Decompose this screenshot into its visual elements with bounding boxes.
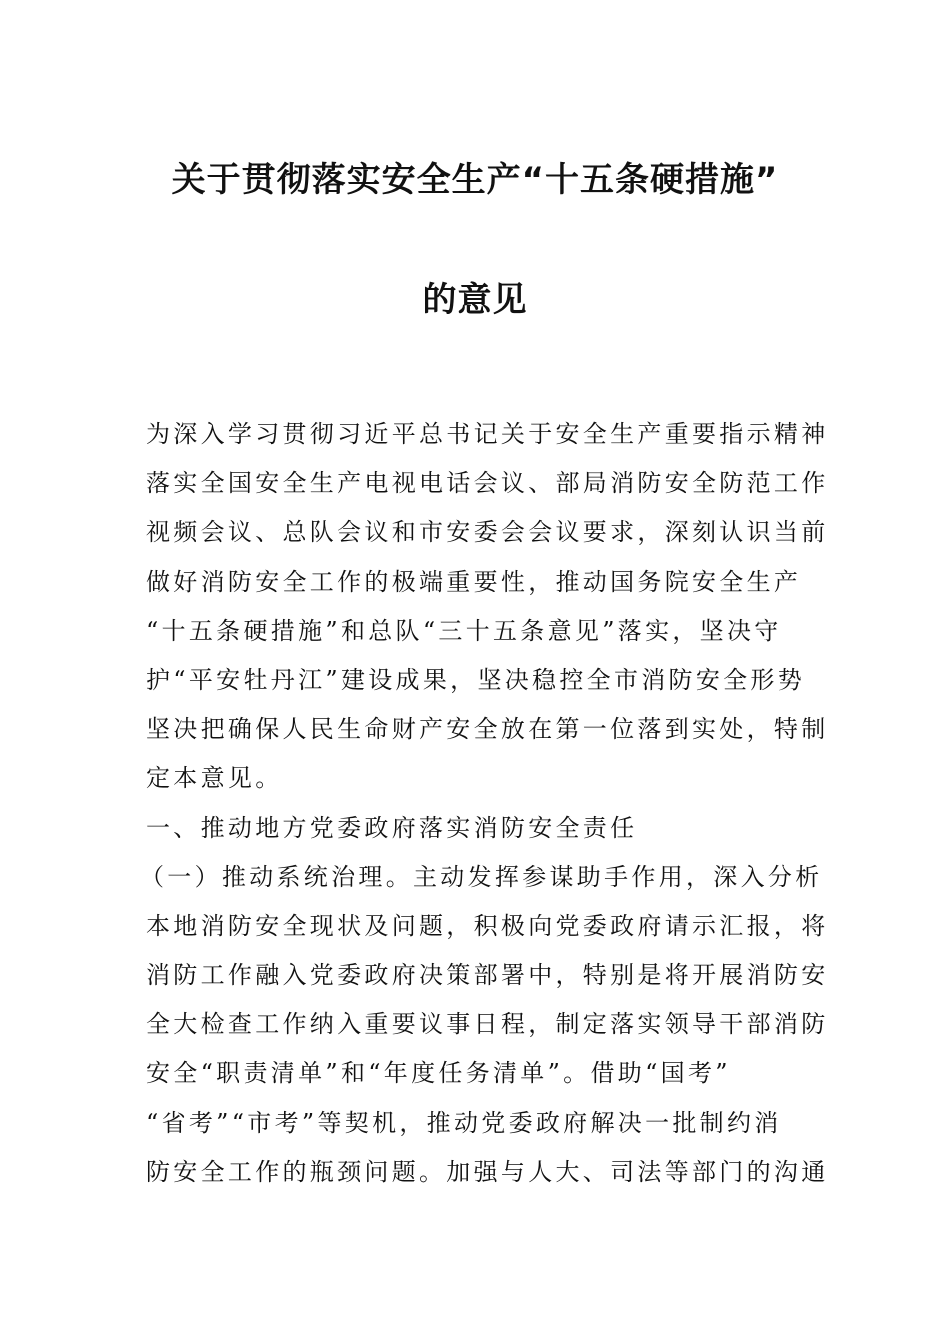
body-line: “十五条硬措施”和总队“三十五条意见”落实，坚决守	[146, 616, 782, 645]
section-heading: 一、推动地方党委政府落实消防安全责任	[146, 813, 638, 842]
body-line: 坚决把确保人民生命财产安全放在第一位落到实处，特制	[146, 715, 829, 744]
body-line: 消防工作融入党委政府决策部署中，特别是将开展消防安	[146, 961, 829, 990]
body-line: 安全“职责清单”和“年度任务清单”。借助“国考”	[146, 1059, 731, 1088]
body-line: 视频会议、总队会议和市安委会会议要求，深刻认识当前	[146, 518, 829, 547]
body-line: （一）推动系统治理。主动发挥参谋助手作用，深入分析	[140, 862, 823, 891]
document-body	[140, 410, 829, 1197]
body-line: 全大检查工作纳入重要议事日程，制定落实领导干部消防	[146, 1010, 829, 1039]
document-title-line-1: 关于贯彻落实安全生产“十五条硬措施”	[171, 160, 779, 200]
document-title-line-2: 的意见	[422, 280, 528, 320]
body-line: 做好消防安全工作的极端重要性，推动国务院安全生产	[146, 567, 802, 596]
body-line: 为深入学习贯彻习近平总书记关于安全生产重要指示精神	[146, 420, 829, 448]
body-line: 落实全国安全生产电视电话会议、部局消防安全防范工作	[146, 469, 829, 498]
body-line: “省考”“市考”等契机，推动党委政府解决一批制约消	[146, 1108, 782, 1137]
body-line: 本地消防安全现状及问题，积极向党委政府请示汇报，将	[146, 911, 829, 940]
body-line: 护“平安牡丹江”建设成果，坚决稳控全市消防安全形势	[146, 665, 806, 694]
body-line: 定本意见。	[146, 764, 283, 793]
body-line: 防安全工作的瓶颈问题。加强与人大、司法等部门的沟通	[146, 1157, 829, 1186]
